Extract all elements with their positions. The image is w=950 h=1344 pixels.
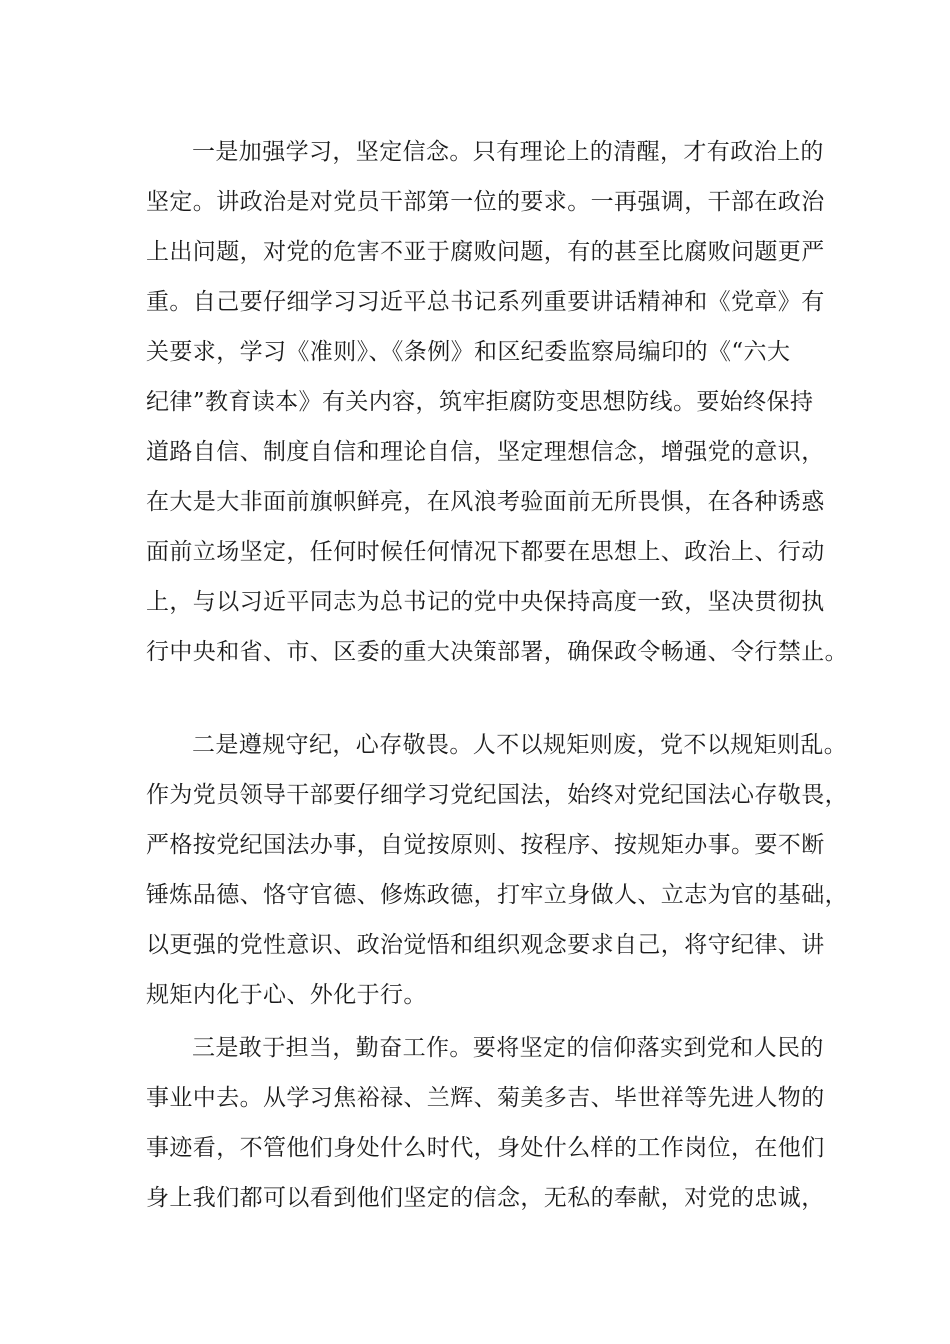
paragraph-line: 严格按党纪国法办事，自觉按原则、按程序、按规矩办事。要不断 (146, 832, 825, 858)
paragraph-line: 规矩内化于心、外化于行。 (146, 982, 427, 1008)
paragraph-line: 重。自己要仔细学习习近平总书记系列重要讲话精神和《党章》有 (146, 289, 825, 315)
paragraph-line: 关要求，学习《准则》、《条例》和区纪委监察局编印的《“六大 (146, 339, 791, 365)
paragraph-line: 行中央和省、市、区委的重大决策部署，确保政令畅通、令行禁止。 (146, 639, 848, 665)
paragraph-line: 三是敢于担当，勤奋工作。要将坚定的信仰落实到党和人民的 (192, 1035, 824, 1061)
paragraph-line: 坚定。讲政治是对党员干部第一位的要求。一再强调，干部在政治 (146, 189, 825, 215)
paragraph-line: 作为党员领导干部要仔细学习党纪国法，始终对党纪国法心存敬畏， (146, 782, 848, 808)
paragraph-line: 身上我们都可以看到他们坚定的信念，无私的奉献，对党的忠诚， (146, 1185, 825, 1211)
paragraph-line: 道路自信、制度自信和理论自信，坚定理想信念，增强党的意识， (146, 439, 825, 465)
paragraph-line: 纪律”教育读本》有关内容，筑牢拒腐防变思想防线。要始终保持 (146, 389, 814, 415)
paragraph-line: 二是遵规守纪，心存敬畏。人不以规矩则废，党不以规矩则乱。 (192, 732, 848, 758)
paragraph-line: 上出问题，对党的危害不亚于腐败问题，有的甚至比腐败问题更严 (146, 239, 825, 265)
paragraph-line: 以更强的党性意识、政治觉悟和组织观念要求自己，将守纪律、讲 (146, 932, 825, 958)
paragraph-line: 在大是大非面前旗帜鲜亮，在风浪考验面前无所畏惧，在各种诱惑 (146, 489, 825, 515)
paragraph-line: 面前立场坚定，任何时候任何情况下都要在思想上、政治上、行动 (146, 539, 825, 565)
paragraph-line: 上，与以习近平同志为总书记的党中央保持高度一致，坚决贯彻执 (146, 589, 825, 615)
paragraph-line: 锤炼品德、恪守官德、修炼政德，打牢立身做人、立志为官的基础， (146, 882, 848, 908)
paragraph-line: 事迹看，不管他们身处什么时代，身处什么样的工作岗位，在他们 (146, 1135, 825, 1161)
paragraph-line: 事业中去。从学习焦裕禄、兰辉、菊美多吉、毕世祥等先进人物的 (146, 1085, 825, 1111)
paragraph-line: 一是加强学习，坚定信念。只有理论上的清醒，才有政治上的 (192, 139, 824, 165)
